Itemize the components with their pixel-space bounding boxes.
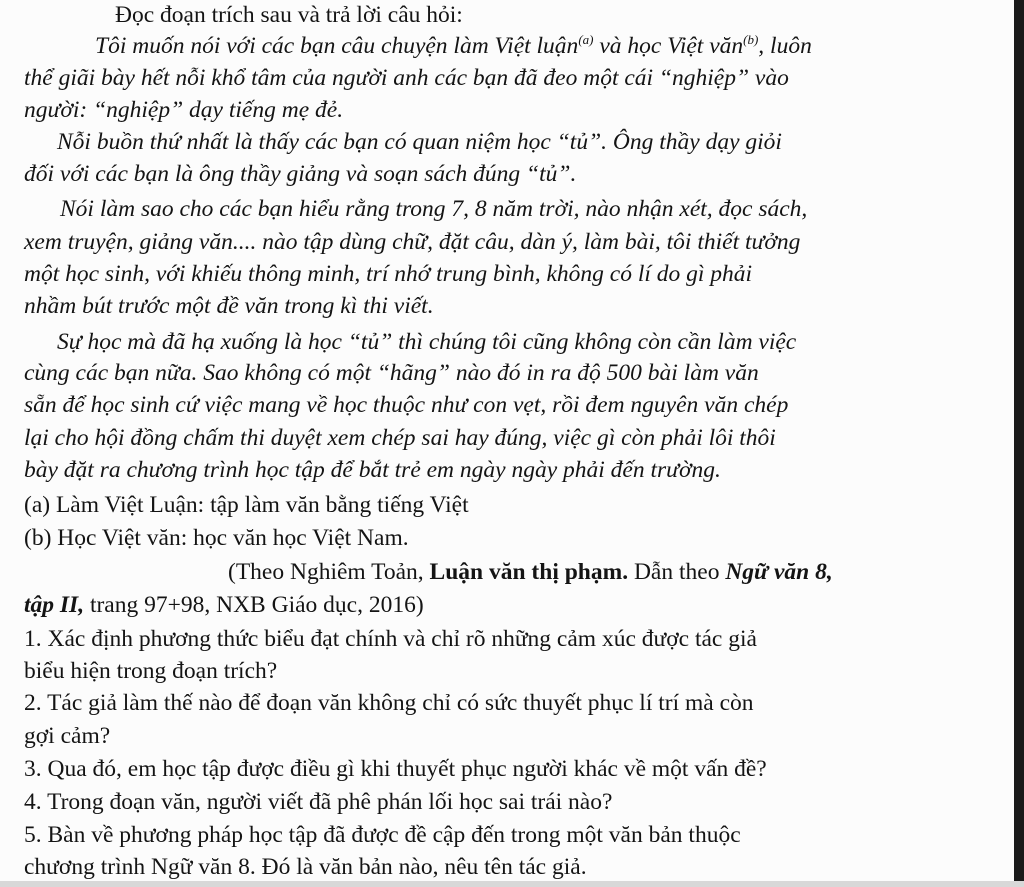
source-rest: trang 97+98, NXB Giáo dục, 2016) — [84, 592, 424, 618]
passage-line-3: người: “nghiệp” dạy tiếng mẹ đẻ. — [24, 97, 344, 123]
passage-line-7: xem truyện, giảng văn.... nào tập dùng chữ, đặt câu, dàn ý, làm bài, tôi thiết tưởng — [24, 229, 801, 255]
passage-line-11: cùng các bạn nữa. Sao không có một “hãng” nào đó in ra độ 500 bài làm văn — [24, 360, 759, 386]
source-prefix: (Theo Nghiêm Toản, — [228, 559, 430, 585]
question-3: 3. Qua đó, em học tập được điều gì khi thuyết phục người khác về một vấn đề? — [24, 756, 767, 782]
passage-line-9: nhầm bút trước một đề văn trong kì thi viết. — [24, 293, 434, 319]
passage-line-4: Nỗi buồn thứ nhất là thấy các bạn có quan niệm học “tủ”. Ông thầy dạy giỏi — [57, 129, 782, 155]
question-1-cont: biểu hiện trong đoạn trích? — [24, 658, 278, 684]
note-b: (b) Học Việt văn: học văn học Việt Nam. — [24, 525, 409, 551]
heading: Đọc đoạn trích sau và trả lời câu hỏi: — [115, 2, 463, 28]
question-5: 5. Bàn về phương pháp học tập đã được đề cập đến trong một văn bản thuộc — [24, 822, 741, 848]
footnote-ref-b: (b) — [743, 32, 759, 48]
passage-line-6: Nói làm sao cho các bạn hiểu rằng trong 7, 8 năm trời, nào nhận xét, đọc sách, — [60, 196, 808, 222]
passage-line-1-end: , luôn — [758, 33, 812, 59]
question-2-cont: gợi cảm? — [24, 723, 111, 749]
question-1: 1. Xác định phương thức biểu đạt chính và chỉ rõ những cảm xúc được tác giả — [24, 626, 757, 652]
question-2: 2. Tác giả làm thế nào để đoạn văn không chỉ có sức thuyết phục lí trí mà còn — [24, 690, 754, 716]
footnote-ref-a: (a) — [578, 32, 594, 48]
source-citation-line-1 — [228, 557, 833, 587]
passage-line-13: lại cho hội đồng chấm thi duyệt xem chép sai hay đúng, việc gì còn phải lôi thôi — [24, 425, 776, 451]
passage-line-10: Sự học mà đã hạ xuống là học “tủ” thì chúng tôi cũng không còn cần làm việc — [57, 329, 797, 355]
passage-line-14: bày đặt ra chương trình học tập để bắt trẻ em ngày ngày phải đến trường. — [24, 457, 721, 483]
passage-line-1-text: Tôi muốn nói với các bạn câu chuyện làm Việt luận — [95, 33, 579, 59]
passage-line-5: đối với các bạn là ông thầy giảng và soạn sách đúng “tủ”. — [24, 161, 577, 187]
passage-line-12: sẵn để học sinh cứ việc mang về học thuộc như con vẹt, rồi đem nguyên văn chép — [24, 392, 789, 418]
scan-edge-bottom — [0, 881, 1024, 887]
passage-line-1-mid: và học Việt văn — [593, 33, 744, 59]
scan-edge-right — [1014, 0, 1024, 887]
source-volume: tập II, — [24, 592, 85, 618]
passage-line-8: một học sinh, với khiếu thông minh, trí nhớ trung bình, không có lí do gì phải — [24, 261, 753, 287]
source-work-title: Luận văn thị phạm. — [429, 559, 629, 585]
note-a: (a) Làm Việt Luận: tập làm văn bằng tiếng Việt — [24, 492, 469, 518]
passage-line-1 — [95, 31, 812, 61]
source-book-title: Ngữ văn 8, — [725, 559, 833, 585]
passage-line-2: thể giãi bày hết nỗi khổ tâm của người anh các bạn đã đeo một cái “nghiệp” vào — [24, 65, 789, 91]
question-5-cont: chương trình Ngữ văn 8. Đó là văn bản nào, nêu tên tác giả. — [24, 854, 587, 880]
source-citation-line-2 — [24, 590, 424, 620]
source-middle: Dẫn theo — [628, 559, 726, 585]
question-4: 4. Trong đoạn văn, người viết đã phê phán lối học sai trái nào? — [24, 789, 613, 815]
